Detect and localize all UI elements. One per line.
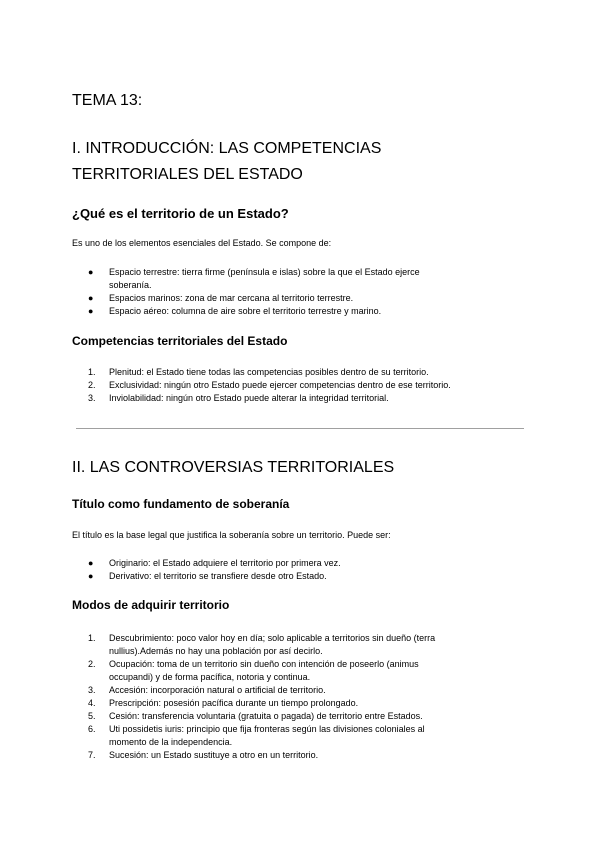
territory-question-heading: ¿Qué es el territorio de un Estado?	[72, 206, 289, 221]
list-number: 4.	[88, 698, 96, 708]
bullet-icon: ●	[88, 306, 94, 316]
list-item: 2. Exclusividad: ningún otro Estado puede ejercer competencias dentro de ese territorio.	[88, 380, 451, 390]
competencias-list	[72, 366, 451, 405]
document-title: TEMA 13:	[72, 92, 143, 109]
list-item: ● Espacio aéreo: columna de aire sobre el territorio terrestre y marino.	[88, 306, 382, 316]
territory-intro-paragraph: Es uno de los elementos esenciales del Estado. Se compone de:	[72, 238, 332, 248]
list-item: 4. Prescripción: posesión pacífica durante un tiempo prolongado.	[88, 698, 359, 708]
list-number: 6.	[88, 724, 96, 734]
list-item: ● Espacios marinos: zona de mar cercana al territorio terrestre.	[88, 293, 354, 303]
list-item: 7. Sucesión: un Estado sustituye a otro en un territorio.	[88, 750, 319, 760]
section1-heading-line1: I. INTRODUCCIÓN: LAS COMPETENCIAS	[72, 140, 382, 157]
titulo-heading: Título como fundamento de soberanía	[72, 497, 290, 511]
list-item: 5. Cesión: transferencia voluntaria (gratuita o pagada) de territorio entre Estados.	[88, 711, 423, 721]
list-item: 1. Plenitud: el Estado tiene todas las competencias posibles dentro de su territorio.	[88, 367, 429, 377]
bullet-icon: ●	[88, 293, 94, 303]
titulo-intro-paragraph: El título es la base legal que justifica la soberanía sobre un territorio. Puede ser:	[72, 530, 391, 540]
list-number: 3.	[88, 393, 96, 403]
list-number: 3.	[88, 685, 96, 695]
list-item: ● Originario: el Estado adquiere el territorio por primera vez.	[88, 558, 341, 568]
competencias-heading: Competencias territoriales del Estado	[72, 334, 288, 348]
bullet-icon: ●	[88, 571, 94, 581]
horizontal-divider	[76, 428, 524, 429]
list-item: ● Derivativo: el territorio se transfiere desde otro Estado.	[88, 571, 327, 581]
titulo-types-list	[72, 557, 512, 583]
list-item: 1. Descubrimiento: poco valor hoy en día; solo aplicable a territorios sin dueño (terra nullius).Además no hay una población por así decirlo.	[88, 633, 436, 656]
bullet-icon: ●	[88, 558, 94, 568]
list-item: 3. Accesión: incorporación natural o artificial de territorio.	[88, 685, 326, 695]
list-item: 6. Uti possidetis iuris: principio que fija fronteras según las divisiones coloniales al momento de la independencia.	[88, 724, 425, 747]
bullet-icon: ●	[88, 267, 94, 277]
list-item: ● Espacio terrestre: tierra firme (península e islas) sobre la que el Estado ejerce soberanía.	[88, 267, 420, 290]
section1-heading-line2: TERRITORIALES DEL ESTADO	[72, 166, 303, 183]
list-item: 2. Ocupación: toma de un territorio sin dueño con intención de poseerlo (animus occupandi) y de forma pacífica, notoria y continua.	[88, 659, 419, 682]
modos-list	[72, 632, 522, 762]
territory-elements-list	[72, 266, 512, 318]
modos-heading: Modos de adquirir territorio	[72, 598, 230, 612]
list-number: 7.	[88, 750, 96, 760]
list-item: 3. Inviolabilidad: ningún otro Estado puede alterar la integridad territorial.	[88, 393, 389, 403]
list-number: 1.	[88, 367, 96, 377]
list-number: 5.	[88, 711, 96, 721]
list-number: 1.	[88, 633, 96, 643]
section2-heading: II. LAS CONTROVERSIAS TERRITORIALES	[72, 459, 395, 476]
list-number: 2.	[88, 380, 96, 390]
list-number: 2.	[88, 659, 96, 669]
